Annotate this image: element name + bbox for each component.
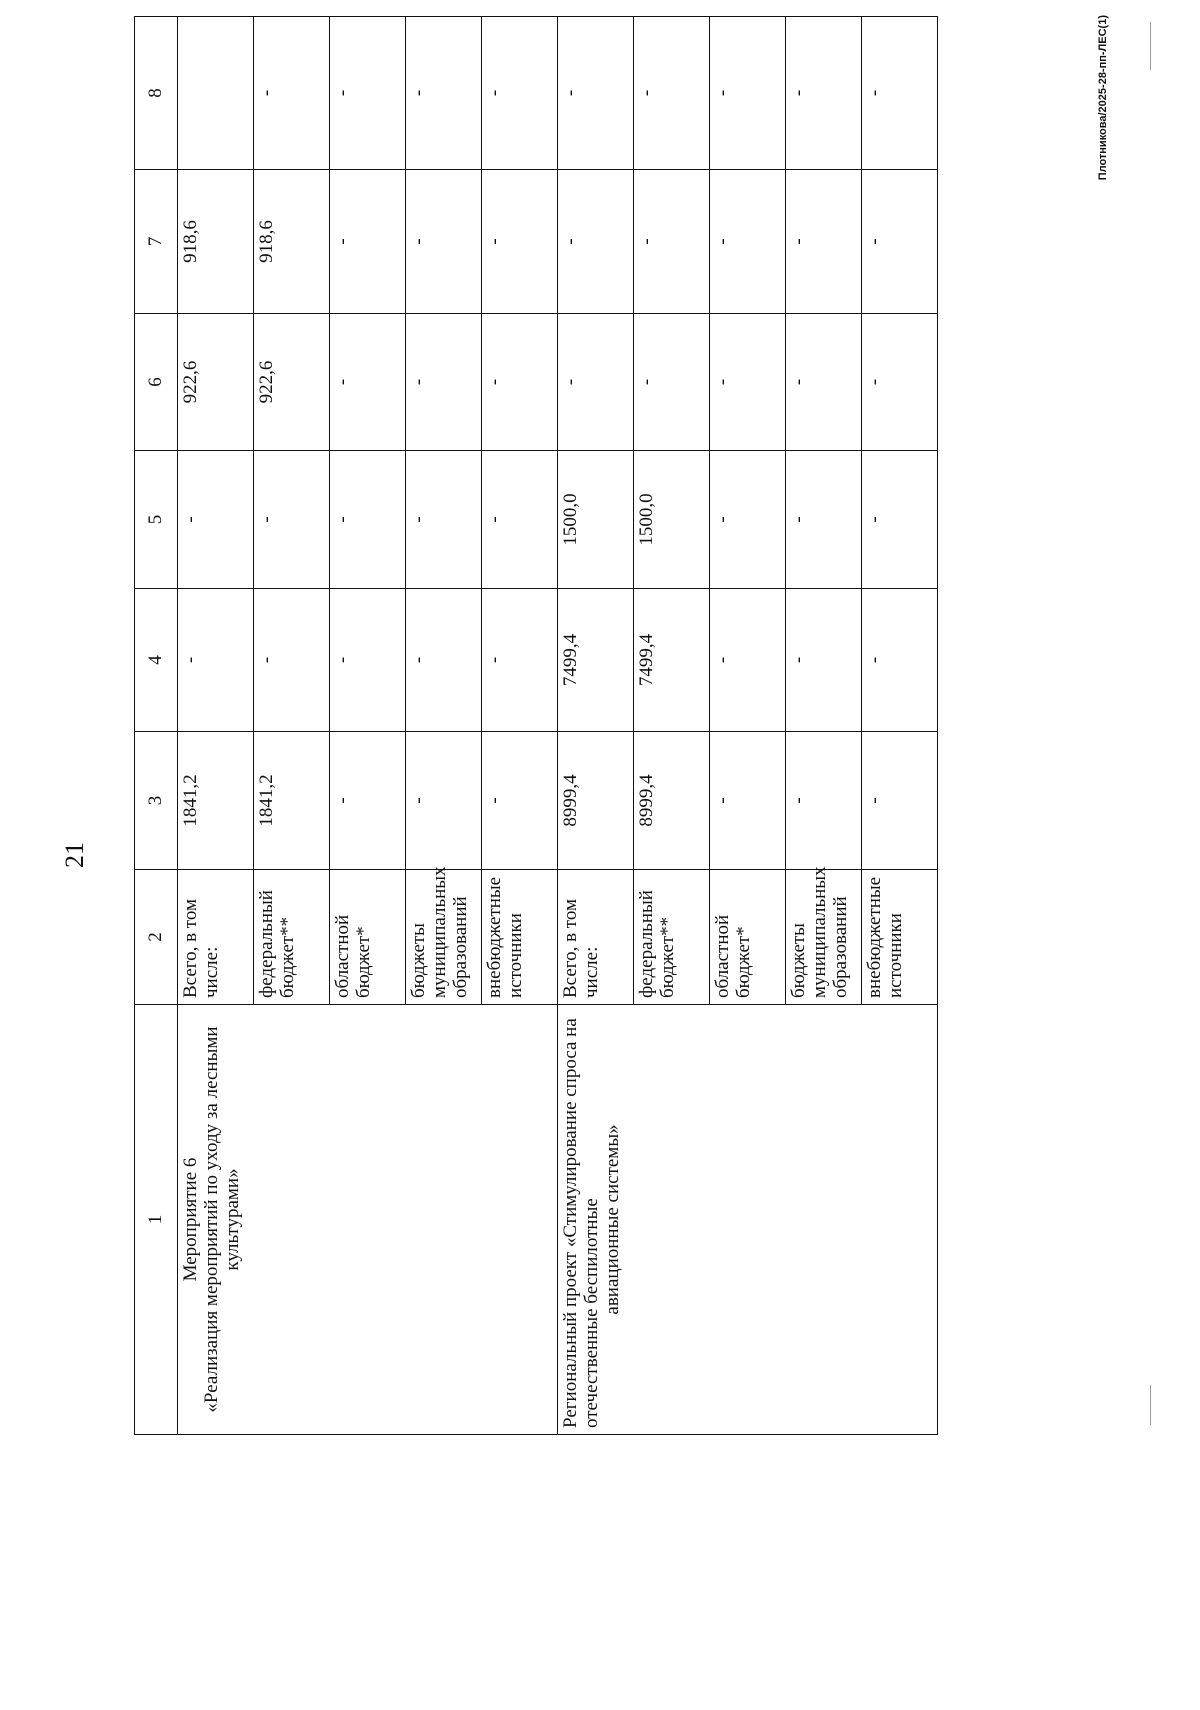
document-code: Плотникова/2025-28-пп-ЛЕС(1) — [1097, 15, 1109, 181]
funding-source: федеральный бюджет** — [634, 870, 710, 1005]
table-row — [558, 17, 634, 1435]
value-col7: - — [710, 170, 786, 314]
value-col3: 1841,2 — [178, 732, 254, 870]
value-col3: - — [710, 732, 786, 870]
value-col5: - — [710, 451, 786, 589]
header-cell: 1 — [135, 1005, 178, 1435]
value-col5: - — [406, 451, 482, 589]
funding-source: федеральный бюджет** — [254, 870, 330, 1005]
project-title-line2: авиационные системы» — [601, 1124, 623, 1315]
value-col7: 918,6 — [254, 170, 330, 314]
value-col6: - — [558, 314, 634, 451]
value-col3: - — [786, 732, 862, 870]
value-col6: - — [634, 314, 710, 451]
value-col6: 922,6 — [178, 314, 254, 451]
value-col5: 1500,0 — [558, 451, 634, 589]
event-title-cell — [178, 1005, 558, 1435]
value-col8: - — [558, 17, 634, 170]
budget-table — [134, 16, 938, 1435]
value-col7: - — [482, 170, 558, 314]
value-col5: - — [482, 451, 558, 589]
value-col7: - — [786, 170, 862, 314]
value-col3: - — [406, 732, 482, 870]
value-col8: - — [482, 17, 558, 170]
project-title-line1: Региональный проект «Стимулирование спроса на отечественные беспилотные — [560, 1018, 602, 1428]
value-col8: - — [786, 17, 862, 170]
value-col3: 8999,4 — [558, 732, 634, 870]
header-cell: 2 — [135, 870, 178, 1005]
funding-source: областной бюджет* — [330, 870, 406, 1005]
event-title-line2: «Реализация мероприятий по уходу за лесными культурами» — [200, 1026, 243, 1413]
value-col4: - — [254, 589, 330, 732]
value-col6: 922,6 — [254, 314, 330, 451]
value-col5: 1500,0 — [634, 451, 710, 589]
value-col4: - — [482, 589, 558, 732]
value-col4: - — [330, 589, 406, 732]
header-cell: 4 — [135, 589, 178, 732]
value-col3: - — [482, 732, 558, 870]
funding-source: областной бюджет* — [710, 870, 786, 1005]
value-col4: - — [786, 589, 862, 732]
value-col7: - — [862, 170, 938, 314]
funding-source: Всего, в том числе: — [558, 870, 634, 1005]
value-col8: - — [406, 17, 482, 170]
value-col6: - — [786, 314, 862, 451]
value-col4: 7499,4 — [558, 589, 634, 732]
value-col6: - — [710, 314, 786, 451]
header-cell: 3 — [135, 732, 178, 870]
value-col4: - — [862, 589, 938, 732]
value-col6: - — [862, 314, 938, 451]
value-col7: 918,6 — [178, 170, 254, 314]
value-col5: - — [786, 451, 862, 589]
value-col8 — [178, 17, 254, 170]
header-cell: 8 — [135, 17, 178, 170]
funding-source: Всего, в том числе: — [178, 870, 254, 1005]
funding-source: бюджеты муниципальных образований — [406, 870, 482, 1005]
value-col6: - — [330, 314, 406, 451]
value-col4: - — [406, 589, 482, 732]
funding-source: бюджеты муниципальных образований — [786, 870, 862, 1005]
funding-source: внебюджетные источники — [482, 870, 558, 1005]
value-col4: - — [710, 589, 786, 732]
value-col5: - — [178, 451, 254, 589]
header-cell: 6 — [135, 314, 178, 451]
value-col7: - — [558, 170, 634, 314]
value-col6: - — [406, 314, 482, 451]
table-row — [178, 17, 254, 1435]
project-title-cell — [558, 1005, 938, 1435]
funding-source: внебюджетные источники — [862, 870, 938, 1005]
value-col3: 8999,4 — [634, 732, 710, 870]
header-row — [135, 17, 178, 1435]
header-cell: 5 — [135, 451, 178, 589]
value-col6: - — [482, 314, 558, 451]
value-col8: - — [254, 17, 330, 170]
value-col3: - — [330, 732, 406, 870]
value-col7: - — [406, 170, 482, 314]
value-col4: 7499,4 — [634, 589, 710, 732]
header-cell: 7 — [135, 170, 178, 314]
value-col7: - — [330, 170, 406, 314]
page-number: 21 — [60, 842, 89, 868]
value-col5: - — [330, 451, 406, 589]
value-col8: - — [710, 17, 786, 170]
value-col5: - — [254, 451, 330, 589]
value-col3: 1841,2 — [254, 732, 330, 870]
value-col4: - — [178, 589, 254, 732]
value-col5: - — [862, 451, 938, 589]
value-col3: - — [862, 732, 938, 870]
event-title-line1: Мероприятие 6 — [180, 1157, 201, 1282]
value-col7: - — [634, 170, 710, 314]
value-col8: - — [862, 17, 938, 170]
value-col8: - — [634, 17, 710, 170]
value-col8: - — [330, 17, 406, 170]
